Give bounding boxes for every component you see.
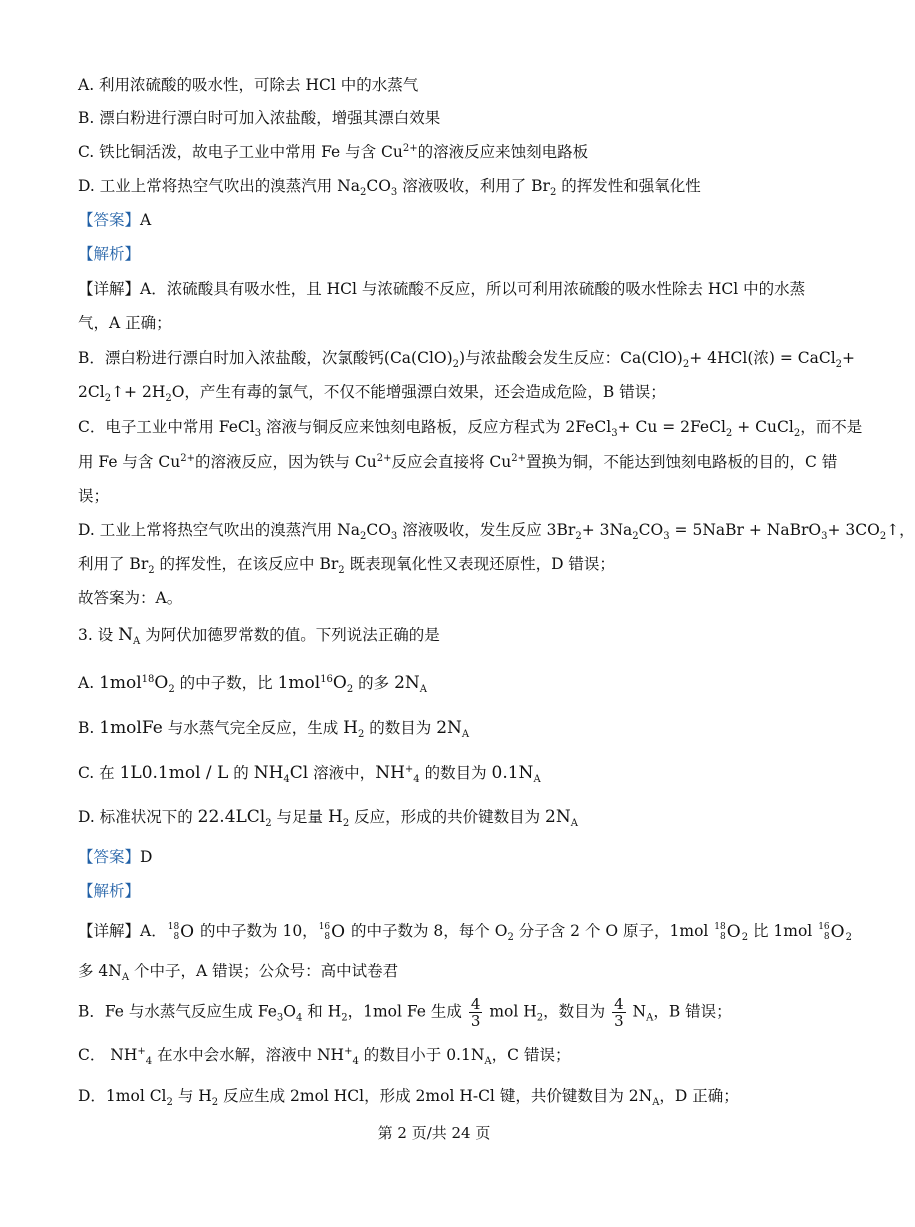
nuclide-o18-molecule: 18 8 O [714, 922, 741, 942]
q3-detail-a-line2: 多 $4N_A$ 个中子，A 错误；公众号：高中试卷君 [78, 962, 399, 984]
q3-option-d: D. 标准状况下的 22.4LCl$_2$ 与足量 $H_2$ 反应，形成的共价键数目为 $2N_A$ [78, 807, 578, 830]
nuclide-o16-molecule: 16 8 O [818, 922, 845, 942]
q2-option-a: A. 利用浓硫酸的吸水性，可除去 HCl 中的水蒸气 [78, 76, 419, 94]
q3-option-a: A. $1mol^{18}O_2$ 的中子数，比 $1mol^{16}O_2$ 的多 $2N_A$ [78, 673, 428, 696]
q3-detail-a-line1: 【详解】A． 18 8 O 的中子数为 10， 16 8 O 的中子数为 8，每个 $O_2$ 分子含 2 个 O 原子，1mol 18 8 O $_2$ 比 1mol 16 8 O $_2$ [78, 922, 852, 944]
q2-analysis-heading: 【解析】 [78, 245, 141, 263]
q3-stem: 3. 设 $N_A$ 为阿伏加德罗常数的值。下列说法正确的是 [78, 625, 440, 648]
q3-option-b: B. 1molFe 与水蒸气完全反应，生成 $H_2$ 的数目为 $2N_A$ [78, 718, 470, 741]
q2-detail-c-line1: C．电子工业中常用 FeCl$_3$ 溶液与铜反应来蚀刻电路板，反应方程式为 2FeCl$_3$+ Cu = 2FeCl$_2$ + CuCl$_2$，而不是 [78, 418, 863, 440]
q3-detail-d: D．1mol $Cl_2$ 与 $H_2$ 反应生成 2mol HCl，形成 2mol H-Cl 键，共价键数目为 $2N_A$，D 正确； [78, 1087, 739, 1109]
q3-option-c: C. 在 1L0.1mol / L 的 $NH_4Cl$ 溶液中，$NH^+_4$ 的数目为 $0.1N_A$ [78, 763, 541, 786]
fraction-four-thirds: $\frac{4}{3}$ [470, 995, 481, 1030]
q2-option-d: D. 工业上常将热空气吹出的溴蒸汽用 $Na_2CO_3$ 溶液吸收，利用了 $Br_2$ 的挥发性和强氧化性 [78, 177, 701, 199]
q2-option-c: C. 铁比铜活泼，故电子工业中常用 Fe 与含 $Cu^{2+}$的溶液反应来蚀刻电路板 [78, 142, 589, 161]
q3-answer: 【答案】D [78, 848, 153, 866]
q2-conclusion: 故答案为：A。 [78, 589, 183, 607]
q2-detail-b-line2: $2Cl_2↑+ 2H_2O$，产生有毒的氯气，不仅不能增强漂白效果，还会造成危险，B 错误； [78, 383, 666, 405]
q3-analysis-heading: 【解析】 [78, 882, 141, 900]
q2-detail-c-line2: 用 Fe 与含 $Cu^{2+}$的溶液反应，因为铁与 $Cu^{2+}$反应会直接将 $Cu^{2+}$置换为铜，不能达到蚀刻电路板的目的，C 错 [78, 452, 838, 471]
nuclide-o18: 18 8 O [167, 922, 195, 942]
nuclide-o16: 16 8 O [318, 922, 346, 942]
q3-detail-c: C． $NH^+_4$ 在水中会水解，溶液中 $NH^+_4$ 的数目小于 $0.1N_A$，C 错误； [78, 1045, 571, 1068]
q2-detail-a-line2: 气，A 正确； [78, 314, 172, 332]
q2-detail-b-line1: B．漂白粉进行漂白时加入浓盐酸，次氯酸钙$(Ca(ClO)_2)$与浓盐酸会发生反应：$Ca(ClO)_2+ 4HCl$(浓) = CaCl$_2$+ [78, 349, 856, 371]
q2-option-b: B. 漂白粉进行漂白时可加入浓盐酸，增强其漂白效果 [78, 109, 441, 127]
q2-detail-a-line1: 【详解】A．浓硫酸具有吸水性，且 HCl 与浓硫酸不反应，所以可利用浓硫酸的吸水性除去 HCl 中的水蒸 [78, 280, 806, 298]
q3-detail-b: B．Fe 与水蒸气反应生成 $Fe_3O_4$ 和 $H_2$，1mol Fe 生成 $\frac{4}{3}$ mol $H_2$，数目为 $\frac{4}{3}$ $N_A$，B 错误； [78, 995, 732, 1030]
q2-answer: 【答案】A [78, 211, 152, 229]
fraction-four-thirds-2: $\frac{4}{3}$ [614, 995, 624, 1030]
q2-detail-c-line3: 误； [78, 487, 110, 505]
q2-detail-d-line2: 利用了 $Br_2$ 的挥发性，在该反应中 $Br_2$ 既表现氧化性又表现还原性，D 错误； [78, 555, 615, 577]
q2-detail-d-line1: D. 工业上常将热空气吹出的溴蒸汽用 $Na_2CO_3$ 溶液吸收，发生反应 $3Br_2+ 3Na_2CO_3$ = 5NaBr + NaBrO$_3$+ $3CO_2↑$， [78, 521, 915, 543]
page-footer: 第 2 页/共 24 页 [377, 1124, 491, 1142]
